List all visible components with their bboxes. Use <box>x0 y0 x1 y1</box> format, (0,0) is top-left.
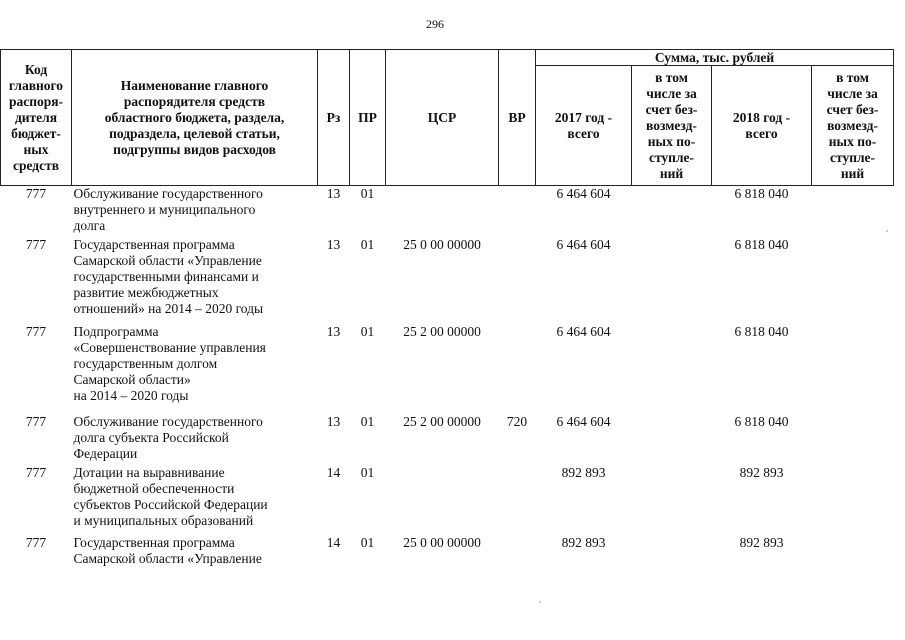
header-line: в том <box>655 69 688 85</box>
table-row <box>1 186 894 238</box>
row-name-line: субъектов Российской Федерации <box>73 497 268 512</box>
header-2018-free <box>812 66 894 186</box>
row-free-2018 <box>812 186 894 238</box>
row-name-line: Самарской области «Управление <box>73 551 262 566</box>
row-vr: 720 <box>506 414 528 429</box>
row-free-2018 <box>812 414 894 465</box>
row-sum-2018: 6 818 040 <box>734 186 789 201</box>
header-line: дителя <box>14 109 58 125</box>
row-code: 777 <box>25 465 47 480</box>
row-pr: 01 <box>360 237 375 252</box>
row-sum-2017: 6 464 604 <box>556 324 611 339</box>
row-name-line: внутреннего и муниципального <box>73 202 256 217</box>
header-line: 2018 год - <box>732 109 791 125</box>
row-name-line: отношений» на 2014 – 2020 годы <box>73 301 264 316</box>
header-line: средств <box>12 157 60 173</box>
row-free-2018 <box>812 465 894 535</box>
row-pr: 01 <box>360 186 375 201</box>
row-name-line: на 2014 – 2020 годы <box>73 388 189 403</box>
header-line: подраздела, целевой статьи, <box>109 125 280 141</box>
table-row <box>1 535 894 575</box>
table-body <box>1 186 894 576</box>
row-name <box>72 465 318 535</box>
row-name <box>72 237 318 324</box>
row-name-line: Обслуживание государственного <box>73 414 263 429</box>
header-line: возмезд- <box>827 117 878 133</box>
header-line: ных по- <box>828 133 877 149</box>
header-2018-total <box>712 66 812 186</box>
row-pr: 01 <box>360 324 375 339</box>
header-line: числе за <box>646 85 697 101</box>
header-line: ний <box>659 165 684 181</box>
header-line: числе за <box>827 85 878 101</box>
header-vr: ВР <box>499 50 536 186</box>
scan-speck <box>886 230 888 232</box>
row-name-line: Самарской области» <box>73 372 191 387</box>
header-line: ступле- <box>648 149 695 165</box>
row-vr <box>499 237 536 324</box>
table-row <box>1 465 894 535</box>
row-name-line: развитие межбюджетных <box>73 285 219 300</box>
row-free-2018 <box>812 535 894 575</box>
page-number: 296 <box>426 17 444 31</box>
header-name <box>72 50 318 186</box>
table-row <box>1 324 894 414</box>
header-line: главного <box>8 77 64 93</box>
row-sum-2018: 6 818 040 <box>734 324 789 339</box>
row-name <box>72 186 318 238</box>
header-line: областного бюджета, раздела, <box>104 109 285 125</box>
row-name-line: Государственная программа <box>73 237 235 252</box>
row-code: 777 <box>25 324 47 339</box>
row-name-line: бюджетной обеспеченности <box>73 481 235 496</box>
row-sum-2018: 892 893 <box>739 465 784 480</box>
header-line: счет без- <box>826 101 879 117</box>
row-code: 777 <box>25 535 47 550</box>
row-rz: 14 <box>326 465 341 480</box>
header-line: распоря- <box>8 93 64 109</box>
row-sum-2017: 6 464 604 <box>556 414 611 429</box>
row-csr <box>386 465 499 535</box>
row-rz: 13 <box>326 237 341 252</box>
scan-speck <box>539 601 541 603</box>
header-line: всего <box>567 125 600 141</box>
row-pr: 01 <box>360 465 375 480</box>
header-sum-group: Сумма, тыс. рублей <box>536 50 894 66</box>
header-line: ступле- <box>830 149 876 165</box>
row-rz: 13 <box>326 414 341 429</box>
row-sum-2017: 6 464 604 <box>556 237 611 252</box>
row-vr <box>499 186 536 238</box>
row-pr: 01 <box>360 535 375 550</box>
row-rz: 13 <box>326 324 341 339</box>
header-line: ных <box>23 141 49 157</box>
header-line: Код <box>24 61 48 77</box>
row-name-line: Подпрограмма <box>73 324 159 339</box>
row-csr: 25 0 00 00000 <box>403 535 481 550</box>
row-rz: 13 <box>326 186 341 201</box>
row-name-line: долга <box>73 218 106 233</box>
header-line: всего <box>745 125 778 141</box>
header-line: возмезд- <box>646 117 697 133</box>
row-name-line: Государственная программа <box>73 535 235 550</box>
header-rz: Рз <box>318 50 350 186</box>
header-line: распорядителя средств <box>123 93 266 109</box>
header-line: ных по- <box>647 133 696 149</box>
row-name-line: Дотации на выравнивание <box>73 465 225 480</box>
row-code: 777 <box>25 186 47 201</box>
row-csr: 25 2 00 00000 <box>403 414 481 429</box>
row-name-line: Обслуживание государственного <box>73 186 263 201</box>
header-csr: ЦСР <box>386 50 499 186</box>
row-free-2018 <box>812 324 894 414</box>
row-name-line: Самарской области «Управление <box>73 253 262 268</box>
row-sum-2018: 6 818 040 <box>734 414 789 429</box>
header-line: ний <box>840 165 865 181</box>
row-sum-2017: 6 464 604 <box>556 186 611 201</box>
row-csr <box>386 186 499 238</box>
row-name <box>72 324 318 414</box>
row-name-line: и муниципальных образований <box>73 513 254 528</box>
header-line: счет без- <box>645 101 698 117</box>
row-pr: 01 <box>360 414 375 429</box>
row-name <box>72 535 318 575</box>
header-line: подгруппы видов расходов <box>113 141 276 157</box>
header-pr: ПР <box>350 50 386 186</box>
row-sum-2017: 892 893 <box>561 465 606 480</box>
header-code <box>1 50 72 186</box>
row-vr <box>499 465 536 535</box>
row-name <box>72 414 318 465</box>
header-line: 2017 год - <box>554 109 613 125</box>
row-free-2017 <box>632 324 712 414</box>
table-row <box>1 237 894 324</box>
row-csr: 25 2 00 00000 <box>403 324 481 339</box>
row-free-2018 <box>812 237 894 324</box>
row-csr: 25 0 00 00000 <box>403 237 481 252</box>
header-line: Наименование главного <box>120 77 269 93</box>
header-line: в том <box>836 69 869 85</box>
header-2017-total <box>536 66 632 186</box>
row-name-line: государственными финансами и <box>73 269 259 284</box>
row-free-2017 <box>632 535 712 575</box>
table-row <box>1 414 894 465</box>
row-sum-2017: 892 893 <box>561 535 606 550</box>
header-2017-free <box>632 66 712 186</box>
row-free-2017 <box>632 414 712 465</box>
row-sum-2018: 892 893 <box>739 535 784 550</box>
row-name-line: долга субъекта Российской <box>73 430 229 445</box>
row-free-2017 <box>632 186 712 238</box>
row-name-line: «Совершенствование управления <box>73 340 266 355</box>
row-code: 777 <box>25 414 47 429</box>
header-line: бюджет- <box>11 125 61 141</box>
row-free-2017 <box>632 465 712 535</box>
row-free-2017 <box>632 237 712 324</box>
budget-table <box>0 49 894 575</box>
row-vr <box>499 324 536 414</box>
row-sum-2018: 6 818 040 <box>734 237 789 252</box>
row-rz: 14 <box>326 535 341 550</box>
row-name-line: государственным долгом <box>73 356 218 371</box>
row-name-line: Федерации <box>73 446 138 461</box>
row-vr <box>499 535 536 575</box>
row-code: 777 <box>25 237 47 252</box>
